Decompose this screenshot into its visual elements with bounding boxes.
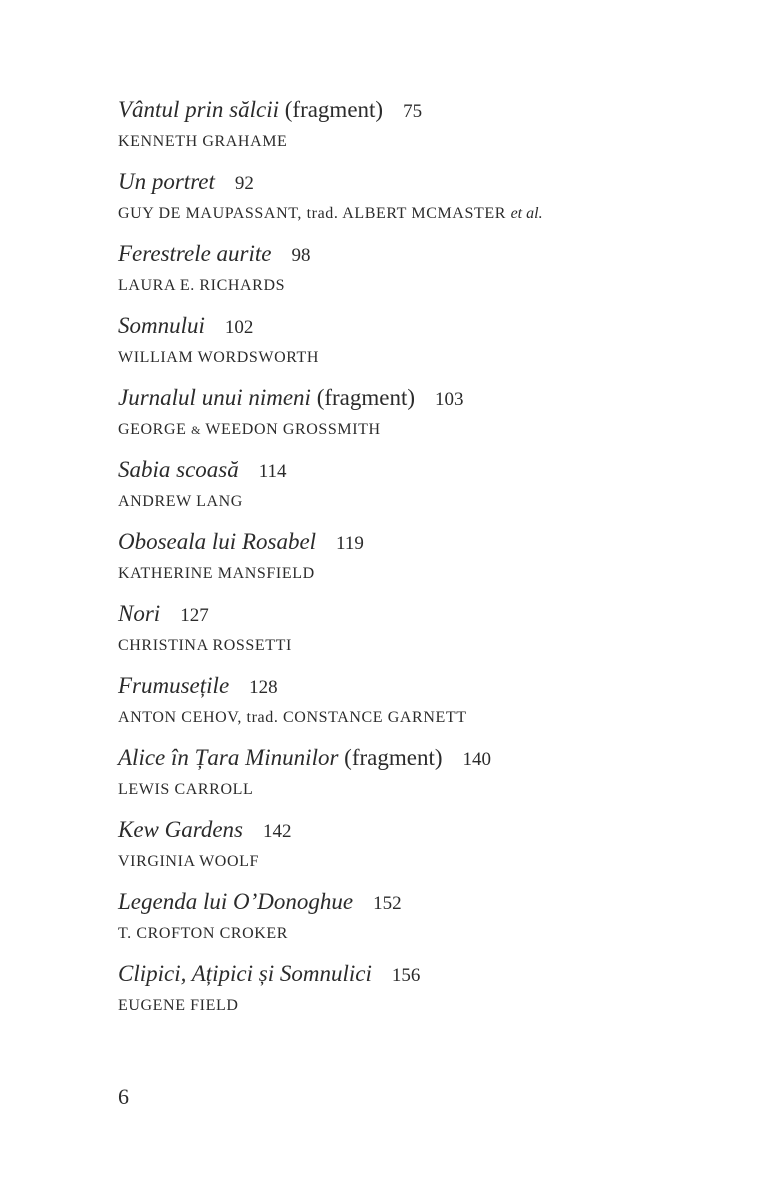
- entry-title: Jurnalul unui nimeni: [118, 385, 311, 410]
- entry-title-line[interactable]: [118, 958, 718, 992]
- author-text: LEWIS CARROLL: [118, 781, 254, 798]
- entry-author: [118, 490, 718, 514]
- table-of-contents: [118, 94, 718, 1030]
- entry-page-number: 92: [234, 173, 254, 194]
- entry-page-number: 152: [373, 893, 402, 914]
- entry-title: Vântul prin sălcii: [118, 97, 279, 122]
- author-text: GEORGE: [118, 421, 192, 438]
- entry-title: Ferestrele aurite: [118, 241, 272, 266]
- entry-title-line[interactable]: [118, 94, 718, 128]
- author-text: LAURA E. RICHARDS: [118, 277, 286, 294]
- entry-author: [118, 130, 718, 154]
- toc-entry: [118, 454, 718, 526]
- entry-page-number: 75: [403, 101, 423, 122]
- author-text: VIRGINIA WOOLF: [118, 853, 259, 870]
- entry-author: [118, 562, 718, 586]
- toc-entry: [118, 814, 718, 886]
- author-text: EUGENE FIELD: [118, 997, 239, 1014]
- toc-entry: [118, 598, 718, 670]
- entry-title: Frumusețile: [118, 673, 230, 698]
- entry-page-number: 127: [180, 605, 209, 626]
- author-text: ANTON CEHOV, trad. CONSTANCE GARNETT: [118, 709, 467, 726]
- toc-entry: [118, 742, 718, 814]
- author-text: KATHERINE MANSFIELD: [118, 565, 315, 582]
- toc-entry: [118, 526, 718, 598]
- entry-title-line[interactable]: [118, 814, 718, 848]
- author-text: WILLIAM WORDSWORTH: [118, 349, 320, 366]
- author-text: GUY DE MAUPASSANT, trad. ALBERT MCMASTER: [118, 205, 511, 222]
- entry-title: Somnului: [118, 313, 205, 338]
- toc-entry: [118, 166, 718, 238]
- entry-author: [118, 202, 718, 226]
- entry-title: Alice în Țara Minunilor: [118, 745, 339, 770]
- entry-title-line[interactable]: [118, 166, 718, 200]
- entry-title-note: (fragment): [310, 385, 416, 410]
- entry-title-note: (fragment): [338, 745, 443, 770]
- entry-title-line[interactable]: [118, 382, 718, 416]
- entry-title: Kew Gardens: [118, 817, 244, 842]
- author-text: T. CROFTON CROKER: [118, 925, 289, 942]
- toc-entry: [118, 94, 718, 166]
- entry-author: [118, 994, 718, 1018]
- entry-title: Oboseala lui Rosabel: [118, 529, 317, 554]
- page-number-folio: 6: [118, 1084, 129, 1109]
- author-text: ANDREW LANG: [118, 493, 243, 510]
- toc-entry: [118, 670, 718, 742]
- entry-title-line[interactable]: [118, 238, 718, 272]
- entry-author: [118, 778, 718, 802]
- toc-entry: [118, 238, 718, 310]
- author-text: CHRISTINA ROSSETTI: [118, 637, 292, 654]
- entry-page-number: 119: [336, 533, 364, 554]
- entry-author: [118, 922, 718, 946]
- entry-author: [118, 850, 718, 874]
- entry-title: Sabia scoasă: [118, 457, 239, 482]
- entry-title: Un portret: [118, 169, 215, 194]
- toc-entry: [118, 886, 718, 958]
- entry-author: [118, 346, 718, 370]
- entry-title-line[interactable]: [118, 742, 718, 776]
- entry-author: [118, 634, 718, 658]
- entry-page-number: 140: [462, 749, 492, 770]
- entry-title-line[interactable]: [118, 598, 718, 632]
- entry-page-number: 102: [224, 317, 254, 338]
- entry-page-number: 98: [291, 245, 311, 266]
- toc-entry: [118, 310, 718, 382]
- entry-page-number: 128: [249, 677, 278, 698]
- entry-page-number: 156: [391, 965, 421, 986]
- entry-title-line[interactable]: [118, 526, 718, 560]
- entry-author: [118, 274, 718, 298]
- entry-title-line[interactable]: [118, 670, 718, 704]
- entry-title-line[interactable]: [118, 454, 718, 488]
- toc-entry: [118, 958, 718, 1030]
- author-text: KENNETH GRAHAME: [118, 133, 288, 150]
- toc-entry: [118, 382, 718, 454]
- entry-title-note: (fragment): [279, 97, 384, 122]
- entry-title-line[interactable]: [118, 886, 718, 920]
- entry-page-number: 114: [258, 461, 287, 482]
- entry-title: Clipici, Ațipici și Somnulici: [118, 961, 372, 986]
- entry-title-line[interactable]: [118, 310, 718, 344]
- entry-title: Legenda lui O’Donoghue: [118, 889, 354, 914]
- author-ampersand: &: [191, 423, 202, 437]
- entry-title: Nori: [118, 601, 161, 626]
- entry-page-number: 103: [435, 389, 464, 410]
- entry-author: [118, 418, 718, 442]
- entry-page-number: 142: [263, 821, 292, 842]
- author-text-cont: WEEDON GROSSMITH: [201, 421, 381, 438]
- entry-author: [118, 706, 718, 730]
- author-note: et al.: [510, 205, 543, 222]
